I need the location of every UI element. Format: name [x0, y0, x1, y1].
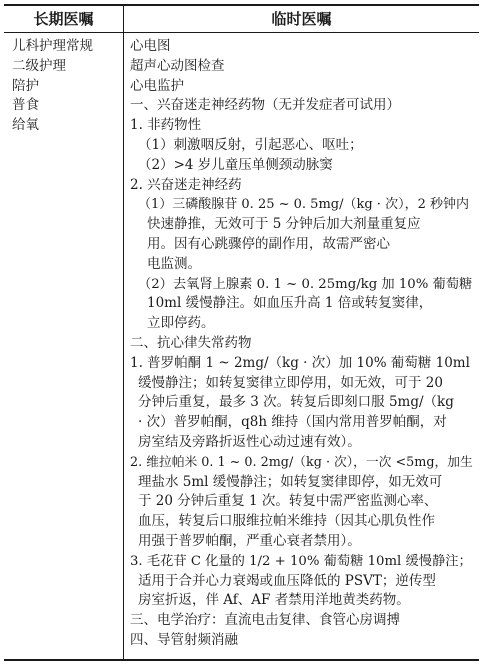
- long-term-order-item: 儿科护理常规: [12, 38, 93, 54]
- temporary-order-line: 分钟后重复，最多 3 次。转复后即刻口服 5mg/（kg: [138, 394, 454, 411]
- temporary-order-line: 立即停药。: [147, 315, 215, 332]
- temporary-order-line: 房室结及旁路折返性心动过速有效）。: [138, 433, 361, 450]
- temporary-order-line: 心电监护: [130, 77, 184, 94]
- temporary-order-line: 适用于合并心力衰竭或血压降低的 PSVT；逆传型: [138, 572, 436, 589]
- medical-orders-table: [4, 4, 479, 661]
- temporary-order-line: 一、兴奋迷走神经药物（无并发症者可试用）: [130, 97, 400, 114]
- temporary-order-line: 2. 维拉帕米 0. 1 ~ 0. 2mg/（kg · 次），一次 <5mg，加生: [130, 454, 473, 470]
- temporary-order-line: 心电图: [130, 38, 171, 54]
- temporary-order-line: （1）刺激咽反射，引起恶心、呕吐；: [138, 136, 363, 153]
- temporary-order-line: 缓慢静注；如转复窦律立即停用，如无效，可于 20: [138, 374, 443, 391]
- temporary-order-line: 理盐水 5ml 缓慢静注；如转复窦律即停，如无效可: [138, 473, 443, 490]
- temporary-order-line: （2）>4 岁儿童压单侧颈动脉窦: [138, 156, 333, 173]
- long-term-order-item: 陪护: [12, 77, 39, 94]
- temporary-order-line: 1. 普罗帕酮 1 ~ 2mg/（kg · 次）加 10% 葡萄糖 10ml: [130, 354, 470, 371]
- long-term-order-item: 给氧: [12, 117, 39, 134]
- long-term-orders-column: [12, 37, 120, 136]
- temporary-order-line: 于 20 分钟后重复 1 次。转复中需严密监测心率、: [138, 493, 438, 510]
- temporary-order-line: （2）去氧肾上腺素 0. 1 ~ 0. 25mg/kg 加 10% 葡萄糖: [138, 276, 473, 292]
- header-temporary: 临时医嘱: [271, 10, 332, 28]
- temporary-order-line: 3. 毛花苷 C 化量的 1/2 + 10% 葡萄糖 10ml 缓慢静注；: [130, 553, 472, 569]
- temporary-order-line: 房室折返，伴 Af、AF 者禁用洋地黄类药物。: [138, 592, 410, 609]
- temporary-order-line: 用强于普罗帕酮，严重心衰者禁用）。: [138, 532, 361, 549]
- temporary-order-line: 2. 兴奋迷走神经药: [130, 176, 242, 193]
- temporary-order-line: （1）三磷酸腺苷 0. 25 ~ 0. 5mg/（kg · 次），2 秒钟内: [138, 197, 469, 213]
- temporary-order-line: 血压，转复后口服维拉帕米维持（因其心肌负性作: [138, 513, 435, 530]
- temporary-order-line: 10ml 缓慢静注。如血压升高 1 倍或转复窦律，: [147, 295, 433, 312]
- temporary-order-line: 1. 非药物性: [130, 117, 202, 134]
- table-header: [4, 6, 479, 33]
- long-term-order-item: 二级护理: [12, 57, 66, 74]
- temporary-order-line: 用。因有心跳骤停的副作用，故需严密心: [147, 235, 390, 252]
- temporary-orders-column: [130, 37, 474, 651]
- temporary-order-line: 电监测。: [147, 255, 201, 272]
- header-long-term: 长期医嘱: [33, 10, 94, 28]
- temporary-order-line: 四、导管射频消融: [130, 631, 238, 648]
- column-divider: [123, 6, 124, 659]
- long-term-order-item: 普食: [12, 97, 39, 114]
- temporary-order-line: 超声心动图检查: [130, 57, 225, 74]
- temporary-order-line: 二、抗心律失常药物: [130, 334, 252, 351]
- temporary-order-line: 三、电学治疗：直流电击复律、食管心房调搏: [130, 612, 400, 629]
- temporary-order-line: 快速静推，无效可于 5 分钟后加大剂量重复应: [147, 216, 421, 233]
- temporary-order-line: · 次）普罗帕酮，q8h 维持（国内常用普罗帕酮，对: [138, 414, 447, 431]
